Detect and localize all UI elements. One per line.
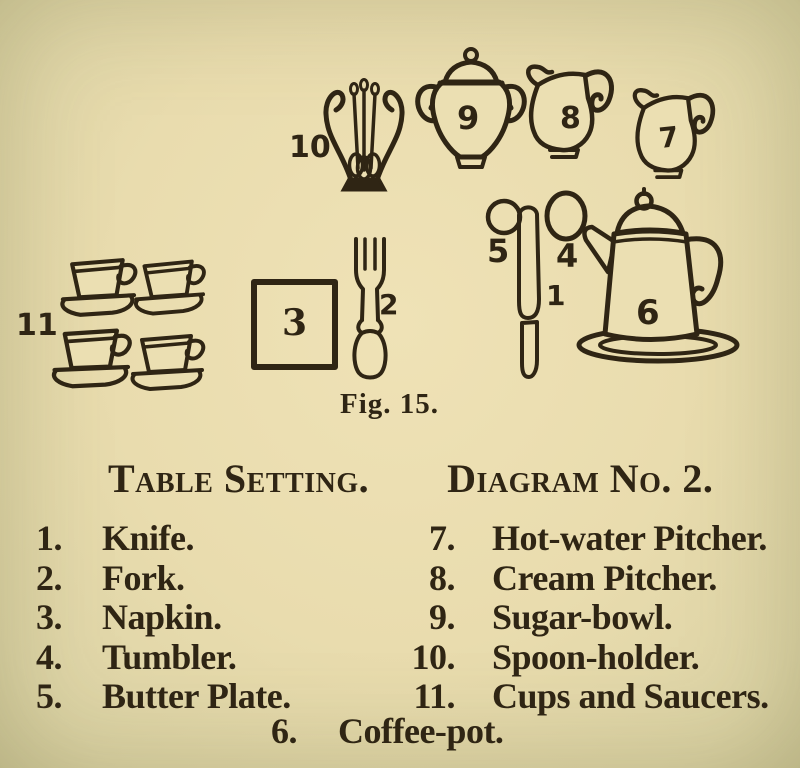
legend-number: 8. bbox=[429, 557, 455, 598]
legend-number: 2. bbox=[36, 557, 62, 598]
figure-label-cream-pitcher: 8 bbox=[560, 101, 581, 136]
legend-row bbox=[400, 638, 769, 678]
figure-label-napkin: 3 bbox=[281, 301, 308, 344]
legend-row bbox=[400, 559, 769, 599]
legend-label: Coffee-pot. bbox=[338, 711, 504, 751]
legend-number: 11. bbox=[413, 676, 455, 716]
legend-number: 4. bbox=[36, 636, 62, 677]
spoon-holder-illustration bbox=[318, 78, 410, 196]
legend-label: Knife. bbox=[102, 518, 194, 558]
cup-and-saucer-illustration bbox=[131, 257, 210, 320]
legend-label: Spoon-holder. bbox=[492, 636, 700, 677]
legend-number: 6. bbox=[271, 711, 297, 751]
knife-illustration bbox=[511, 202, 545, 380]
legend-label: Tumbler. bbox=[102, 636, 237, 677]
legend-label: Hot-water Pitcher. bbox=[492, 518, 767, 558]
figure-label-spoon-holder: 10 bbox=[289, 130, 331, 165]
legend-row bbox=[400, 519, 769, 559]
cup-and-saucer-illustration bbox=[128, 332, 210, 396]
napkin-illustration bbox=[251, 279, 338, 370]
legend-label: Cups and Saucers. bbox=[492, 676, 769, 716]
figure-label-fork: 2 bbox=[379, 288, 399, 321]
legend-row bbox=[0, 677, 291, 717]
legend-row-bottom bbox=[200, 712, 503, 751]
cup-and-saucer-illustration bbox=[49, 325, 136, 394]
legend-row bbox=[0, 638, 291, 678]
figure-label-hot-water-pitcher: 7 bbox=[657, 120, 681, 155]
legend-number: 5. bbox=[36, 676, 62, 716]
legend-number: 10. bbox=[411, 636, 455, 677]
legend-label: Napkin. bbox=[102, 597, 222, 637]
legend-column-left bbox=[0, 519, 291, 717]
page-title-left: Table Setting. bbox=[108, 456, 370, 501]
coffee-pot-illustration bbox=[558, 182, 760, 368]
legend-column-right bbox=[400, 519, 769, 717]
legend-row bbox=[0, 519, 291, 559]
cup-and-saucer-illustration bbox=[58, 256, 142, 322]
figure-caption: Fig. 15. bbox=[340, 388, 440, 420]
figure-label-butter-plate: 5 bbox=[487, 232, 510, 270]
page-title bbox=[108, 456, 714, 501]
figure-label-coffee-pot: 6 bbox=[636, 293, 660, 333]
legend-row bbox=[0, 559, 291, 599]
legend-number: 1. bbox=[36, 518, 62, 558]
legend-number: 9. bbox=[429, 597, 455, 637]
legend-label: Fork. bbox=[102, 557, 185, 598]
figure-label-cups-and-saucers: 11 bbox=[16, 308, 58, 343]
page-title-right: Diagram No. 2. bbox=[447, 456, 714, 501]
legend-number: 7. bbox=[429, 518, 455, 558]
legend-row bbox=[400, 598, 769, 638]
legend-number: 3. bbox=[36, 597, 62, 637]
legend-row bbox=[0, 598, 291, 638]
legend-label: Butter Plate. bbox=[102, 676, 291, 716]
figure-label-tumbler: 4 bbox=[556, 237, 579, 275]
legend-label: Sugar-bowl. bbox=[492, 597, 673, 637]
figure-label-sugar-bowl: 9 bbox=[457, 99, 480, 137]
figure-label-knife: 1 bbox=[546, 279, 566, 312]
legend-label: Cream Pitcher. bbox=[492, 557, 717, 598]
